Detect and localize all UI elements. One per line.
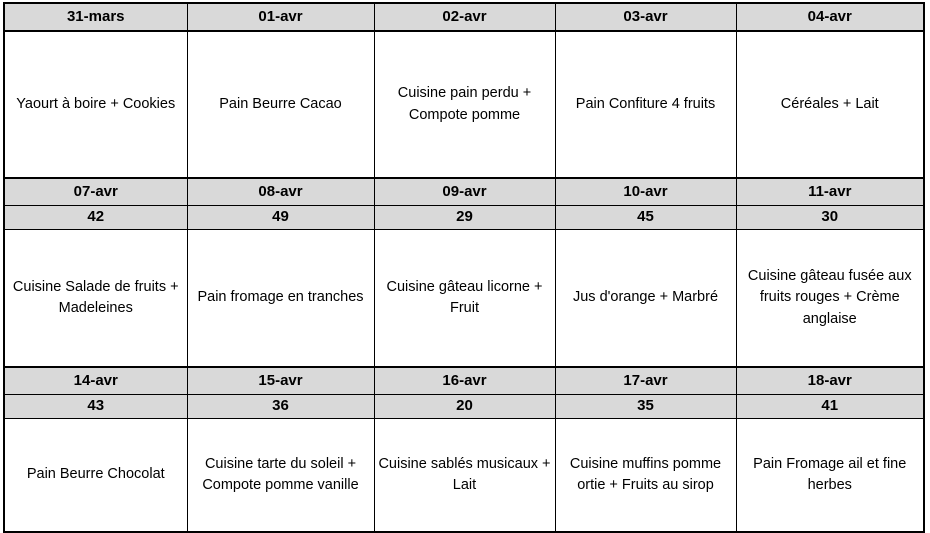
count-cell: 30 — [736, 206, 924, 230]
count-row — [4, 206, 924, 230]
menu-cell: Pain fromage en tranches — [187, 230, 374, 368]
date-cell: 10-avr — [555, 178, 736, 206]
date-cell: 03-avr — [555, 3, 736, 31]
count-cell: 41 — [736, 395, 924, 419]
menu-cell: Cuisine gâteau licorne + Fruit — [374, 230, 555, 368]
date-cell: 08-avr — [187, 178, 374, 206]
menu-cell: Cuisine muffins pomme ortie + Fruits au sirop — [555, 419, 736, 533]
menu-cell: Cuisine sablés musicaux + Lait — [374, 419, 555, 533]
menu-cell: Cuisine tarte du soleil + Compote pomme vanille — [187, 419, 374, 533]
count-cell: 43 — [4, 395, 187, 419]
menu-cell: Jus d'orange + Marbré — [555, 230, 736, 368]
date-cell: 15-avr — [187, 367, 374, 395]
date-row — [4, 3, 924, 31]
menu-cell: Cuisine pain perdu + Compote pomme — [374, 31, 555, 178]
count-cell: 29 — [374, 206, 555, 230]
count-row — [4, 395, 924, 419]
date-cell: 09-avr — [374, 178, 555, 206]
date-row — [4, 178, 924, 206]
date-cell: 02-avr — [374, 3, 555, 31]
menu-cell: Cuisine gâteau fusée aux fruits rouges + Crème anglaise — [736, 230, 924, 368]
menu-cell: Pain Confiture 4 fruits — [555, 31, 736, 178]
date-cell: 16-avr — [374, 367, 555, 395]
count-cell: 36 — [187, 395, 374, 419]
count-cell: 45 — [555, 206, 736, 230]
count-cell: 42 — [4, 206, 187, 230]
date-cell: 18-avr — [736, 367, 924, 395]
date-row — [4, 367, 924, 395]
count-cell: 20 — [374, 395, 555, 419]
menu-row — [4, 230, 924, 368]
menu-cell: Cuisine Salade de fruits + Madeleines — [4, 230, 187, 368]
menu-cell: Pain Fromage ail et fine herbes — [736, 419, 924, 533]
count-cell: 35 — [555, 395, 736, 419]
date-cell: 31-mars — [4, 3, 187, 31]
menu-row — [4, 419, 924, 533]
date-cell: 04-avr — [736, 3, 924, 31]
count-cell: 49 — [187, 206, 374, 230]
menu-cell: Yaourt à boire + Cookies — [4, 31, 187, 178]
menu-table — [3, 2, 925, 533]
menu-cell: Pain Beurre Cacao — [187, 31, 374, 178]
date-cell: 07-avr — [4, 178, 187, 206]
menu-cell: Céréales + Lait — [736, 31, 924, 178]
date-cell: 14-avr — [4, 367, 187, 395]
date-cell: 17-avr — [555, 367, 736, 395]
menu-cell: Pain Beurre Chocolat — [4, 419, 187, 533]
date-cell: 01-avr — [187, 3, 374, 31]
snack-menu-sheet — [3, 2, 925, 533]
menu-row — [4, 31, 924, 178]
date-cell: 11-avr — [736, 178, 924, 206]
